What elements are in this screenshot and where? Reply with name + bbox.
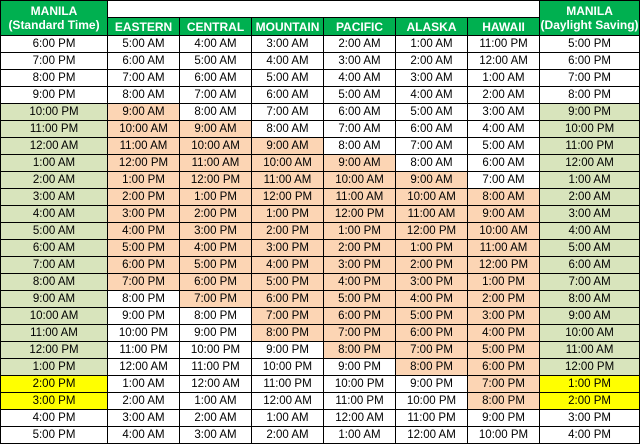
manila-standard-time-cell: 4:00 AM: [1, 206, 108, 223]
mountain-time-cell: 2:00 AM: [252, 427, 324, 444]
hawaii-time-cell: 3:00 AM: [468, 104, 540, 121]
manila-standard-time-cell: 3:00 AM: [1, 189, 108, 206]
central-time-cell: 12:00 PM: [180, 172, 252, 189]
alaska-time-cell: 2:00 AM: [396, 53, 468, 70]
hawaii-time-cell: 8:00 AM: [468, 189, 540, 206]
manila-daylight-time-cell: 11:00 AM: [540, 342, 640, 359]
zone-header-hawaii: HAWAII: [468, 18, 540, 36]
eastern-time-cell: 2:00 PM: [108, 189, 180, 206]
manila-standard-time-cell: 1:00 AM: [1, 155, 108, 172]
central-time-cell: 7:00 AM: [180, 87, 252, 104]
mountain-time-cell: 10:00 PM: [252, 359, 324, 376]
manila-standard-time-cell: 7:00 AM: [1, 257, 108, 274]
manila-daylight-time-cell: 2:00 PM: [540, 393, 640, 410]
mountain-time-cell: 4:00 PM: [252, 257, 324, 274]
table-row: [1, 172, 640, 189]
manila-standard-time-cell: 10:00 AM: [1, 308, 108, 325]
central-time-cell: 1:00 PM: [180, 189, 252, 206]
hawaii-time-cell: 5:00 AM: [468, 138, 540, 155]
central-time-cell: 10:00 AM: [180, 138, 252, 155]
manila-daylight-time-cell: 4:00 PM: [540, 427, 640, 444]
table-row: [1, 53, 640, 70]
table-row: [1, 291, 640, 308]
hawaii-time-cell: 4:00 AM: [468, 121, 540, 138]
hawaii-time-cell: 12:00 AM: [468, 53, 540, 70]
mountain-time-cell: 6:00 AM: [252, 87, 324, 104]
manila-daylight-time-cell: 12:00 AM: [540, 155, 640, 172]
eastern-time-cell: 9:00 PM: [108, 308, 180, 325]
pacific-time-cell: 5:00 PM: [324, 291, 396, 308]
central-time-cell: 4:00 PM: [180, 240, 252, 257]
manila-daylight-header: [540, 1, 640, 36]
pacific-time-cell: 1:00 AM: [324, 427, 396, 444]
mountain-time-cell: 8:00 AM: [252, 121, 324, 138]
manila-daylight-time-cell: 2:00 AM: [540, 189, 640, 206]
mountain-time-cell: 12:00 PM: [252, 189, 324, 206]
manila-standard-time-cell: 6:00 PM: [1, 36, 108, 53]
hawaii-time-cell: 6:00 AM: [468, 155, 540, 172]
pacific-time-cell: 5:00 AM: [324, 87, 396, 104]
eastern-time-cell: 1:00 AM: [108, 376, 180, 393]
eastern-time-cell: 9:00 AM: [108, 104, 180, 121]
pacific-time-cell: 6:00 AM: [324, 104, 396, 121]
table-row: [1, 36, 640, 53]
central-time-cell: 11:00 PM: [180, 359, 252, 376]
hawaii-time-cell: 10:00 AM: [468, 223, 540, 240]
eastern-time-cell: 12:00 AM: [108, 359, 180, 376]
pacific-time-cell: 12:00 PM: [324, 206, 396, 223]
manila-standard-time-cell: 2:00 PM: [1, 376, 108, 393]
manila-standard-time-cell: 12:00 AM: [1, 138, 108, 155]
eastern-time-cell: 7:00 AM: [108, 70, 180, 87]
zone-header-central: CENTRAL: [180, 18, 252, 36]
manila-daylight-time-cell: 7:00 PM: [540, 70, 640, 87]
central-time-cell: 8:00 AM: [180, 104, 252, 121]
alaska-time-cell: 10:00 PM: [396, 393, 468, 410]
manila-daylight-time-cell: 5:00 AM: [540, 240, 640, 257]
mountain-time-cell: 9:00 AM: [252, 138, 324, 155]
pacific-time-cell: 4:00 PM: [324, 274, 396, 291]
table-row: [1, 155, 640, 172]
manila-standard-time-cell: 4:00 PM: [1, 410, 108, 427]
table-row: [1, 308, 640, 325]
table-row: [1, 427, 640, 444]
eastern-time-cell: 1:00 PM: [108, 172, 180, 189]
eastern-time-cell: 8:00 AM: [108, 87, 180, 104]
zone-header-alaska: ALASKA: [396, 18, 468, 36]
pacific-time-cell: 8:00 PM: [324, 342, 396, 359]
eastern-time-cell: 3:00 AM: [108, 410, 180, 427]
pacific-time-cell: 11:00 AM: [324, 189, 396, 206]
eastern-time-cell: 4:00 PM: [108, 223, 180, 240]
manila-daylight-time-cell: 3:00 AM: [540, 206, 640, 223]
hawaii-time-cell: 7:00 AM: [468, 172, 540, 189]
pacific-time-cell: 3:00 AM: [324, 53, 396, 70]
eastern-time-cell: 3:00 PM: [108, 206, 180, 223]
pacific-time-cell: 4:00 AM: [324, 70, 396, 87]
manila-daylight-time-cell: 11:00 PM: [540, 138, 640, 155]
table-row: [1, 70, 640, 87]
table-row: [1, 138, 640, 155]
mountain-time-cell: 3:00 PM: [252, 240, 324, 257]
hawaii-time-cell: 1:00 AM: [468, 70, 540, 87]
eastern-time-cell: 4:00 AM: [108, 427, 180, 444]
central-time-cell: 8:00 PM: [180, 308, 252, 325]
alaska-time-cell: 7:00 PM: [396, 342, 468, 359]
pacific-time-cell: 10:00 AM: [324, 172, 396, 189]
pacific-time-cell: 9:00 PM: [324, 359, 396, 376]
manila-daylight-time-cell: 1:00 PM: [540, 376, 640, 393]
pacific-time-cell: 3:00 PM: [324, 257, 396, 274]
pacific-time-cell: 6:00 PM: [324, 308, 396, 325]
alaska-time-cell: 12:00 AM: [396, 427, 468, 444]
central-time-cell: 11:00 AM: [180, 155, 252, 172]
central-time-cell: 5:00 PM: [180, 257, 252, 274]
mountain-time-cell: 4:00 AM: [252, 53, 324, 70]
central-time-cell: 2:00 AM: [180, 410, 252, 427]
eastern-time-cell: 10:00 PM: [108, 325, 180, 342]
hawaii-time-cell: 3:00 PM: [468, 308, 540, 325]
central-time-cell: 9:00 AM: [180, 121, 252, 138]
header-spacer: [108, 1, 540, 18]
pacific-time-cell: 7:00 PM: [324, 325, 396, 342]
hawaii-time-cell: 6:00 PM: [468, 359, 540, 376]
manila-standard-header: [1, 1, 108, 36]
eastern-time-cell: 6:00 PM: [108, 257, 180, 274]
hawaii-time-cell: 12:00 PM: [468, 257, 540, 274]
mountain-time-cell: 6:00 PM: [252, 291, 324, 308]
manila-standard-time-cell: 9:00 AM: [1, 291, 108, 308]
alaska-time-cell: 11:00 AM: [396, 206, 468, 223]
eastern-time-cell: 10:00 AM: [108, 121, 180, 138]
central-time-cell: 6:00 PM: [180, 274, 252, 291]
hawaii-time-cell: 5:00 PM: [468, 342, 540, 359]
zone-header-pacific: PACIFIC: [324, 18, 396, 36]
eastern-time-cell: 2:00 AM: [108, 393, 180, 410]
manila-daylight-time-cell: 3:00 PM: [540, 410, 640, 427]
hawaii-time-cell: 9:00 PM: [468, 410, 540, 427]
alaska-time-cell: 4:00 AM: [396, 87, 468, 104]
pacific-time-cell: 11:00 PM: [324, 393, 396, 410]
table-row: [1, 87, 640, 104]
table-row: [1, 410, 640, 427]
mountain-time-cell: 5:00 PM: [252, 274, 324, 291]
table-row: [1, 240, 640, 257]
mountain-time-cell: 10:00 AM: [252, 155, 324, 172]
manila-daylight-time-cell: 6:00 PM: [540, 53, 640, 70]
mountain-time-cell: 12:00 AM: [252, 393, 324, 410]
alaska-time-cell: 1:00 PM: [396, 240, 468, 257]
central-time-cell: 9:00 PM: [180, 325, 252, 342]
manila-daylight-time-cell: 1:00 AM: [540, 172, 640, 189]
hawaii-time-cell: 9:00 AM: [468, 206, 540, 223]
alaska-time-cell: 12:00 PM: [396, 223, 468, 240]
zone-header-mountain: MOUNTAIN: [252, 18, 324, 36]
alaska-time-cell: 3:00 PM: [396, 274, 468, 291]
manila-daylight-time-cell: 5:00 PM: [540, 36, 640, 53]
manila-standard-time-cell: 12:00 PM: [1, 342, 108, 359]
central-time-cell: 3:00 PM: [180, 223, 252, 240]
manila-standard-time-cell: 11:00 AM: [1, 325, 108, 342]
hawaii-time-cell: 10:00 PM: [468, 427, 540, 444]
manila-daylight-time-cell: 10:00 PM: [540, 121, 640, 138]
central-time-cell: 6:00 AM: [180, 70, 252, 87]
manila-daylight-time-cell: 9:00 AM: [540, 308, 640, 325]
hawaii-time-cell: 11:00 PM: [468, 36, 540, 53]
table-row: [1, 359, 640, 376]
alaska-time-cell: 9:00 PM: [396, 376, 468, 393]
eastern-time-cell: 6:00 AM: [108, 53, 180, 70]
eastern-time-cell: 11:00 PM: [108, 342, 180, 359]
manila-daylight-header-label: MANILA (Daylight Saving): [540, 4, 639, 32]
table-row: [1, 121, 640, 138]
manila-standard-time-cell: 11:00 PM: [1, 121, 108, 138]
alaska-time-cell: 4:00 PM: [396, 291, 468, 308]
hawaii-time-cell: 11:00 AM: [468, 240, 540, 257]
mountain-time-cell: 5:00 AM: [252, 70, 324, 87]
mountain-time-cell: 9:00 PM: [252, 342, 324, 359]
alaska-time-cell: 8:00 PM: [396, 359, 468, 376]
table-row: [1, 223, 640, 240]
hawaii-time-cell: 1:00 PM: [468, 274, 540, 291]
central-time-cell: 5:00 AM: [180, 53, 252, 70]
mountain-time-cell: 1:00 AM: [252, 410, 324, 427]
alaska-time-cell: 6:00 PM: [396, 325, 468, 342]
alaska-time-cell: 6:00 AM: [396, 121, 468, 138]
manila-daylight-time-cell: 4:00 AM: [540, 223, 640, 240]
table-row: [1, 325, 640, 342]
eastern-time-cell: 8:00 PM: [108, 291, 180, 308]
eastern-time-cell: 7:00 PM: [108, 274, 180, 291]
manila-standard-time-cell: 7:00 PM: [1, 53, 108, 70]
pacific-time-cell: 1:00 PM: [324, 223, 396, 240]
hawaii-time-cell: 2:00 AM: [468, 87, 540, 104]
manila-standard-time-cell: 5:00 AM: [1, 223, 108, 240]
manila-daylight-time-cell: 7:00 AM: [540, 274, 640, 291]
pacific-time-cell: 2:00 AM: [324, 36, 396, 53]
table-row: [1, 376, 640, 393]
table-row: [1, 342, 640, 359]
eastern-time-cell: 5:00 PM: [108, 240, 180, 257]
pacific-time-cell: 7:00 AM: [324, 121, 396, 138]
eastern-time-cell: 5:00 AM: [108, 36, 180, 53]
alaska-time-cell: 2:00 PM: [396, 257, 468, 274]
hawaii-time-cell: 8:00 PM: [468, 393, 540, 410]
mountain-time-cell: 1:00 PM: [252, 206, 324, 223]
manila-daylight-time-cell: 10:00 AM: [540, 325, 640, 342]
manila-daylight-time-cell: 8:00 AM: [540, 291, 640, 308]
manila-daylight-time-cell: 6:00 AM: [540, 257, 640, 274]
table-row: [1, 206, 640, 223]
manila-standard-time-cell: 10:00 PM: [1, 104, 108, 121]
alaska-time-cell: 8:00 AM: [396, 155, 468, 172]
manila-daylight-time-cell: 9:00 PM: [540, 104, 640, 121]
alaska-time-cell: 11:00 PM: [396, 410, 468, 427]
mountain-time-cell: 11:00 AM: [252, 172, 324, 189]
hawaii-time-cell: 2:00 PM: [468, 291, 540, 308]
pacific-time-cell: 9:00 AM: [324, 155, 396, 172]
mountain-time-cell: 7:00 AM: [252, 104, 324, 121]
table-row: [1, 189, 640, 206]
mountain-time-cell: 3:00 AM: [252, 36, 324, 53]
alaska-time-cell: 3:00 AM: [396, 70, 468, 87]
pacific-time-cell: 10:00 PM: [324, 376, 396, 393]
alaska-time-cell: 10:00 AM: [396, 189, 468, 206]
alaska-time-cell: 5:00 AM: [396, 104, 468, 121]
mountain-time-cell: 7:00 PM: [252, 308, 324, 325]
hawaii-time-cell: 4:00 PM: [468, 325, 540, 342]
alaska-time-cell: 9:00 AM: [396, 172, 468, 189]
table-row: [1, 393, 640, 410]
central-time-cell: 1:00 AM: [180, 393, 252, 410]
timezone-rows: [1, 36, 640, 444]
central-time-cell: 7:00 PM: [180, 291, 252, 308]
pacific-time-cell: 8:00 AM: [324, 138, 396, 155]
manila-standard-header-label: MANILA (Standard Time): [8, 4, 100, 32]
manila-standard-time-cell: 5:00 PM: [1, 427, 108, 444]
pacific-time-cell: 12:00 AM: [324, 410, 396, 427]
eastern-time-cell: 12:00 PM: [108, 155, 180, 172]
manila-standard-time-cell: 6:00 AM: [1, 240, 108, 257]
mountain-time-cell: 2:00 PM: [252, 223, 324, 240]
table-row: [1, 274, 640, 291]
pacific-time-cell: 2:00 PM: [324, 240, 396, 257]
manila-standard-time-cell: 8:00 AM: [1, 274, 108, 291]
manila-daylight-time-cell: 12:00 PM: [540, 359, 640, 376]
mountain-time-cell: 11:00 PM: [252, 376, 324, 393]
table-row: [1, 104, 640, 121]
central-time-cell: 3:00 AM: [180, 427, 252, 444]
central-time-cell: 10:00 PM: [180, 342, 252, 359]
alaska-time-cell: 5:00 PM: [396, 308, 468, 325]
central-time-cell: 2:00 PM: [180, 206, 252, 223]
manila-standard-time-cell: 2:00 AM: [1, 172, 108, 189]
alaska-time-cell: 7:00 AM: [396, 138, 468, 155]
eastern-time-cell: 11:00 AM: [108, 138, 180, 155]
table-row: [1, 257, 640, 274]
central-time-cell: 12:00 AM: [180, 376, 252, 393]
zone-header-eastern: EASTERN: [108, 18, 180, 36]
central-time-cell: 4:00 AM: [180, 36, 252, 53]
manila-standard-time-cell: 1:00 PM: [1, 359, 108, 376]
hawaii-time-cell: 7:00 PM: [468, 376, 540, 393]
manila-daylight-time-cell: 8:00 PM: [540, 87, 640, 104]
mountain-time-cell: 8:00 PM: [252, 325, 324, 342]
manila-standard-time-cell: 9:00 PM: [1, 87, 108, 104]
manila-standard-time-cell: 8:00 PM: [1, 70, 108, 87]
alaska-time-cell: 1:00 AM: [396, 36, 468, 53]
manila-standard-time-cell: 3:00 PM: [1, 393, 108, 410]
